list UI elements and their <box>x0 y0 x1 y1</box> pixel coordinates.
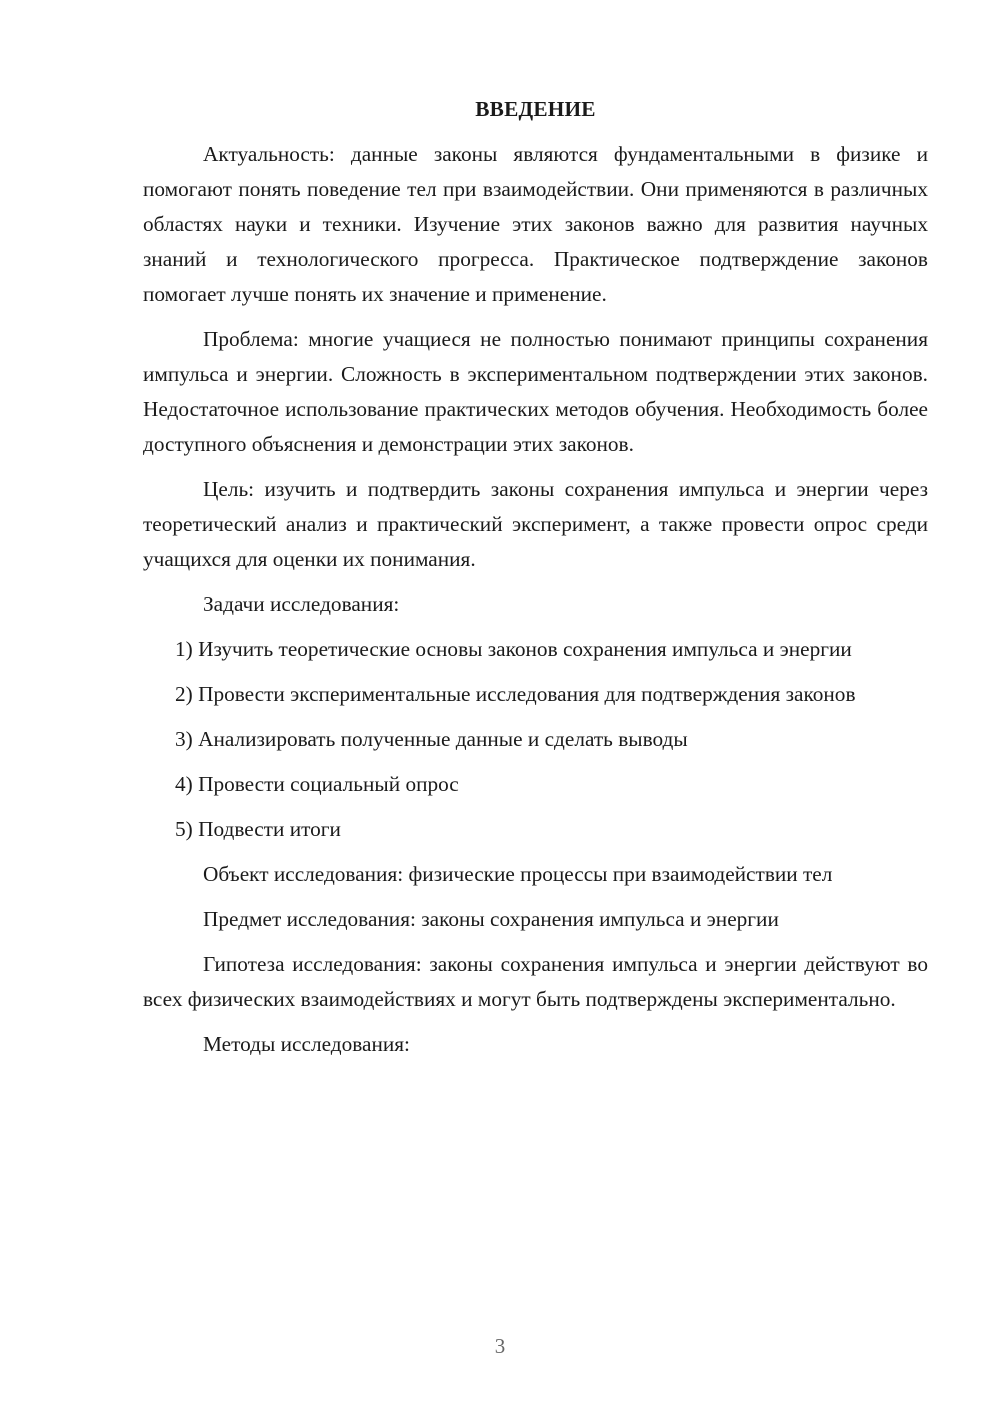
task-item-3: 3) Анализировать полученные данные и сделать выводы <box>175 727 688 751</box>
object-paragraph: Объект исследования: физические процессы при взаимодействии тел <box>203 862 833 886</box>
page-number: 3 <box>494 1334 506 1358</box>
task-item-2: 2) Провести экспериментальные исследования для подтверждения законов <box>175 682 856 706</box>
task-item-1: 1) Изучить теоретические основы законов сохранения импульса и энергии <box>175 637 852 661</box>
relevance-paragraph: Актуальность: данные законы являются фундаментальными в физике и помогают понять поведение тел при взаимодействии. Они применяются в различных областях науки и техники. Изучение этих законов важно для развития научных знаний и технологического прогресса. Практическое подтверждение законов помогает лучше понять их значение и применение. <box>143 142 928 306</box>
hypothesis-paragraph: Гипотеза исследования: законы сохранения импульса и энергии действуют во всех физических взаимодействиях и могут быть подтверждены экспериментально. <box>143 952 928 1011</box>
subject-paragraph: Предмет исследования: законы сохранения импульса и энергии <box>203 907 779 931</box>
tasks-heading: Задачи исследования: <box>203 592 400 616</box>
methods-heading: Методы исследования: <box>203 1032 410 1056</box>
problem-paragraph: Проблема: многие учащиеся не полностью понимают принципы сохранения импульса и энергии. Сложность в экспериментальном подтверждении этих законов. Недостаточное использование практических методов обучения. Необходимость более доступного объяснения и демонстрации этих законов. <box>143 327 928 456</box>
goal-paragraph: Цель: изучить и подтвердить законы сохранения импульса и энергии через теоретический анализ и практический эксперимент, а также провести опрос среди учащихся для оценки их понимания. <box>143 477 928 571</box>
document-body <box>143 92 928 1072</box>
task-item-5: 5) Подвести итоги <box>175 817 341 841</box>
tasks-list <box>143 632 928 847</box>
task-item-4: 4) Провести социальный опрос <box>175 772 459 796</box>
document-title: ВВЕДЕНИЕ <box>475 97 596 121</box>
